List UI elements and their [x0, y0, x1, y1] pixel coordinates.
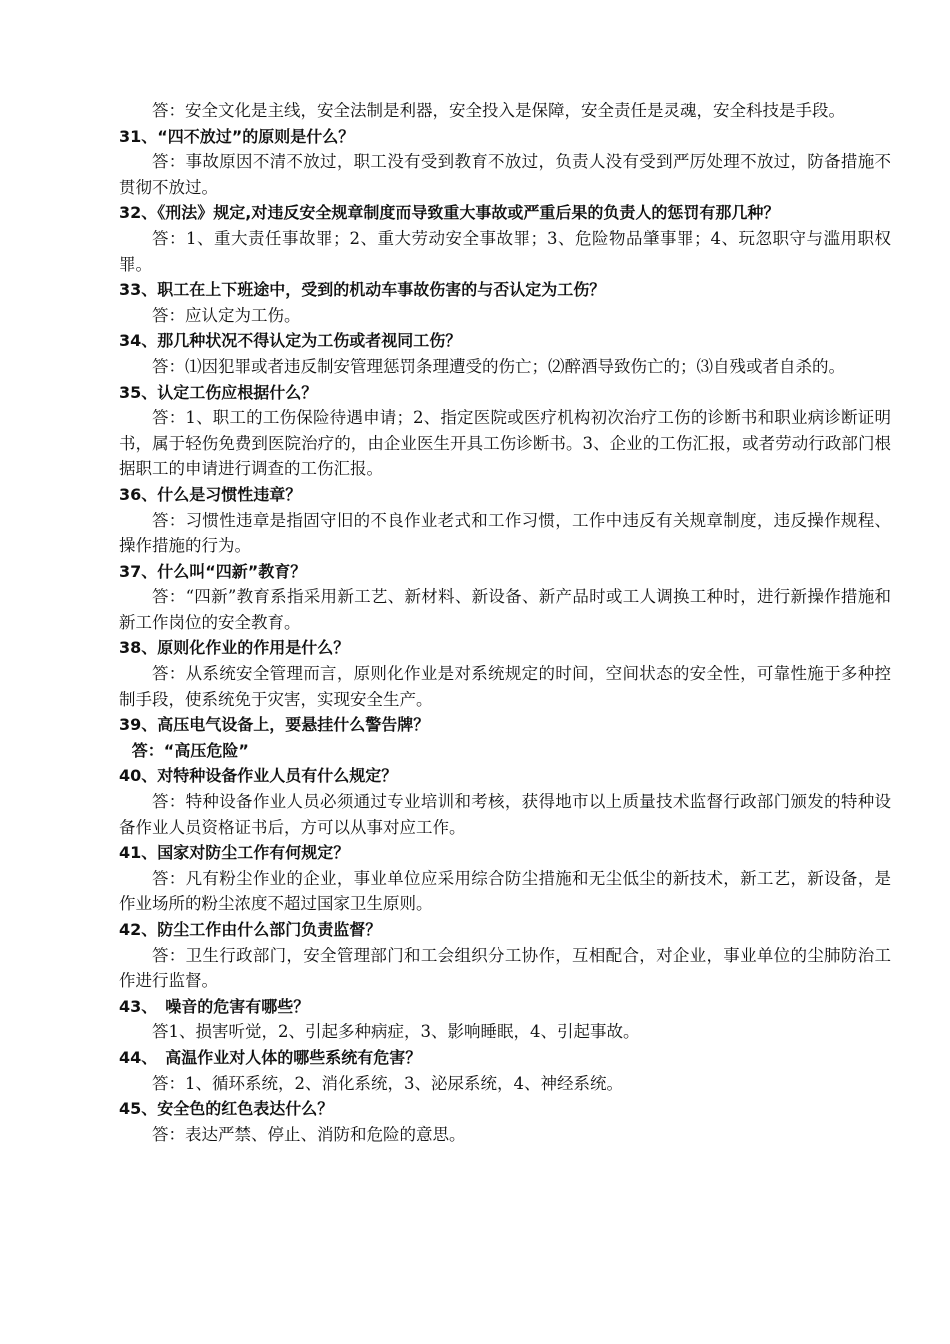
- question-42: 42、防尘工作由什么部门负责监督？: [119, 920, 382, 939]
- question-31: 31、“四不放过”的原则是什么？: [119, 126, 355, 146]
- answer-38: 答：从系统安全管理而言，原则化作业是对系统规定的时间，空间状态的安全性，可靠性施于多种控制手段，使系统免于灾害，实现安全生产。: [119, 664, 891, 709]
- answer-36: 答：习惯性违章是指固守旧的不良作业老式和工作习惯，工作中违反有关规章制度，违反操作规程、操作措施的行为。: [119, 510, 891, 556]
- answer-35: 答：1、职工的工伤保险待遇申请；2、指定医院或医疗机构初次治疗工伤的诊断书和职业病诊断证明书，属于轻伤免费到医院治疗的，由企业医生开具工伤诊断书。3、企业的工伤汇报，或者劳动行政部门根据职工的申请进行调查的工伤汇报。: [119, 408, 891, 479]
- question-39: 39、高压电气设备上，要悬挂什么警告牌？: [119, 715, 430, 735]
- answer-32: 答：1、重大责任事故罪；2、重大劳动安全事故罪；3、危险物品肇事罪；4、玩忽职守与滥用职权罪。: [119, 228, 891, 274]
- question-34: 34、那几种状况不得认定为工伤或者视同工伤？: [119, 331, 462, 351]
- answer-43: 答1、损害听觉，2、引起多种病症，3、影响睡眠，4、引起事故。: [152, 1022, 640, 1042]
- answer-39: 答：“高压危险”: [131, 740, 249, 760]
- question-33: 33、职工在上下班途中，受到的机动车事故伤害的与否认定为工伤？: [119, 280, 606, 300]
- question-43: 43、 噪音的危害有哪些？: [119, 996, 310, 1016]
- answer-41: 答：凡有粉尘作业的企业，事业单位应采用综合防尘措施和无尘低尘的新技术，新工艺，新设备，是作业场所的粉尘浓度不超过国家卫生原则。: [119, 868, 891, 914]
- answer-31: 答：事故原因不清不放过，职工没有受到教育不放过，负责人没有受到严厉处理不放过，防备措施不贯彻不放过。: [119, 152, 891, 197]
- answer-40: 答：特种设备作业人员必须通过专业培训和考核，获得地市以上质量技术监督行政部门颁发的特种设备作业人员资格证书后，方可以从事对应工作。: [119, 792, 891, 837]
- question-38: 38、原则化作业的作用是什么？: [119, 638, 350, 658]
- question-41: 41、国家对防尘工作有何规定？: [119, 843, 350, 863]
- document-page: [119, 98, 891, 1147]
- answer-45: 答：表达严禁、停止、消防和危险的意思。: [152, 1124, 466, 1144]
- answer-42: 答：卫生行政部门，安全管理部门和工会组织分工协作，互相配合，对企业，事业单位的尘肺防治工作进行监督。: [119, 945, 891, 991]
- answer-34: 答：⑴因犯罪或者违反制安管理惩罚条理遭受的伤亡；⑵醉酒导致伤亡的；⑶自残或者自杀的。: [152, 356, 845, 376]
- question-44: 44、 高温作业对人体的哪些系统有危害？: [119, 1047, 422, 1067]
- question-45: 45、安全色的红色表达什么？: [119, 1099, 334, 1119]
- question-32: 32、《刑法》规定,对违反安全规章制度而导致重大事故或严重后果的负责人的惩罚有那几种？: [119, 203, 780, 223]
- answer-30-cont: 答：安全文化是主线，安全法制是利器，安全投入是保障，安全责任是灵魂，安全科技是手段。: [152, 101, 845, 120]
- question-37: 37、什么叫“四新”教育？: [119, 561, 307, 581]
- question-36: 36、什么是习惯性违章？: [119, 484, 302, 504]
- question-40: 40、对特种设备作业人员有什么规定？: [119, 766, 398, 786]
- answer-37: 答：“四新”教育系指采用新工艺、新材料、新设备、新产品时或工人调换工种时，进行新操作措施和新工作岗位的安全教育。: [119, 587, 891, 632]
- question-35: 35、认定工伤应根据什么？: [119, 382, 318, 402]
- answer-44: 答：1、循环系统，2、消化系统，3、泌尿系统，4、神经系统。: [152, 1073, 623, 1093]
- answer-33: 答：应认定为工伤。: [152, 305, 301, 325]
